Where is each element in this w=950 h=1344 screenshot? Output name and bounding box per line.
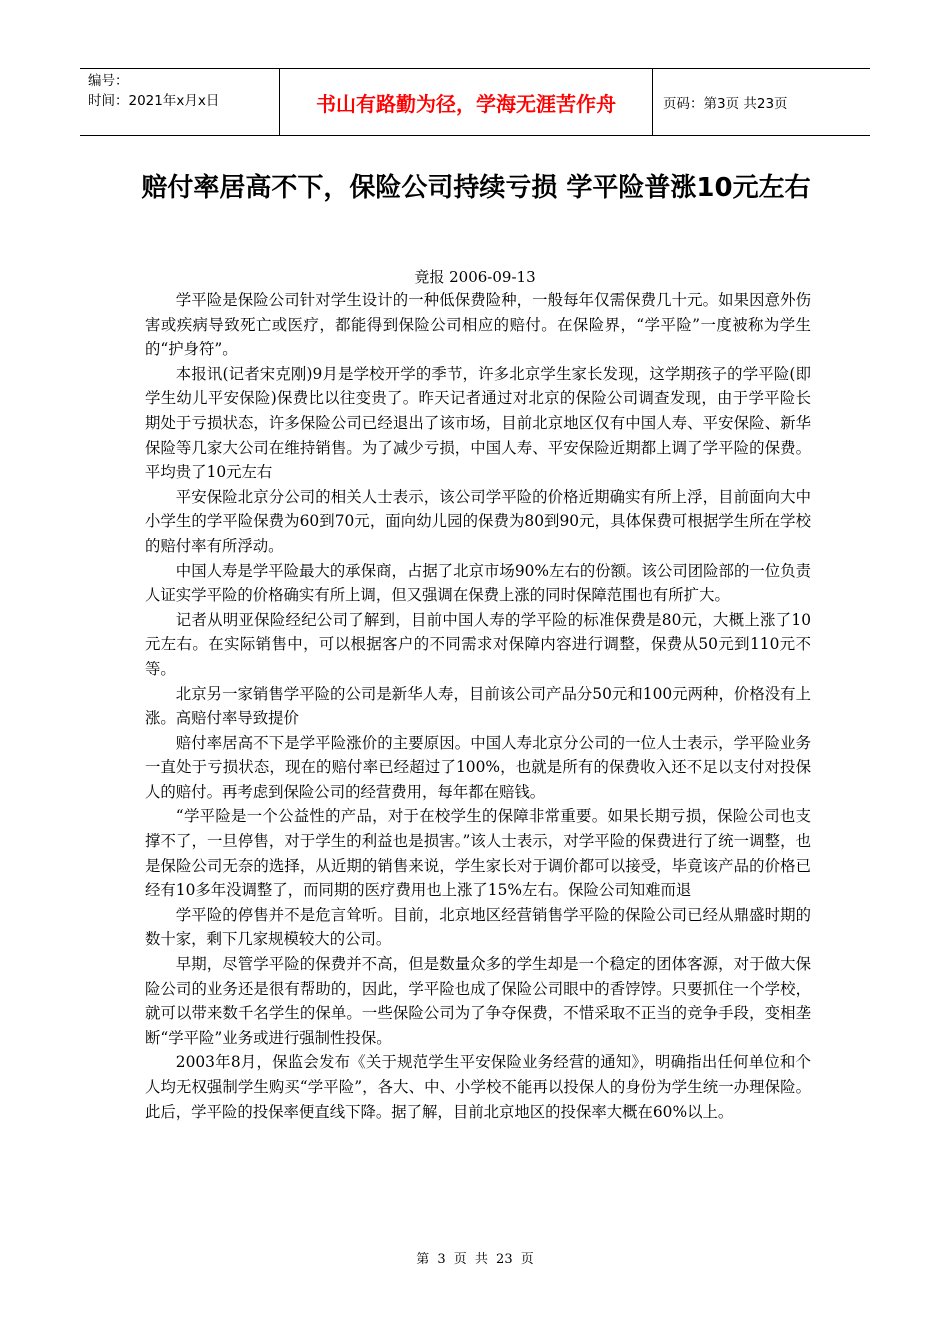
page-footer: 第 3 页 共 23 页 bbox=[416, 1252, 534, 1267]
article-paragraph: 学平险的停售并不是危言耸听。目前，北京地区经营销售学平险的保险公司已经从鼎盛时期的数十家，剩下几家规模较大的公司。 bbox=[145, 905, 811, 949]
article-paragraph: 记者从明亚保险经纪公司了解到，目前中国人寿的学平险的标准保费是80元，大概上涨了10元左右。在实际销售中，可以根据客户的不同需求对保障内容进行调整，保费从50元到110元不等。 bbox=[145, 610, 811, 678]
article-title: 赔付率居高不下，保险公司持续亏损 学平险普涨10元左右 bbox=[141, 173, 811, 203]
document-number-label: 编号： bbox=[88, 73, 129, 89]
article-byline: 竟报 2006-09-13 bbox=[414, 268, 536, 286]
article-paragraph: 学平险是保险公司针对学生设计的一种低保费险种，一般每年仅需保费几十元。如果因意外伤害或疾病导致死亡或医疗，都能得到保险公司相应的赔付。在保险界，“学平险”一度被称为学生的“护身符”。 bbox=[145, 291, 811, 359]
article-body bbox=[145, 288, 811, 1124]
article-paragraph: 早期，尽管学平险的保费并不高，但是数量众多的学生却是一个稳定的团体客源，对于做大保险公司的业务还是很有帮助的，因此，学平险也成了保险公司眼中的香饽饽。只要抓住一个学校，就可以带来数千名学生的保单。一些保险公司为了争夺保费，不惜采取不正当的竞争手段，变相垄断“学平险”业务或进行强制性投保。 bbox=[145, 955, 811, 1047]
header-motto: 书山有路勤为径，学海无涯苦作舟 bbox=[280, 69, 653, 135]
article-paragraph: 赔付率居高不下是学平险涨价的主要原因。中国人寿北京分公司的一位人士表示，学平险业务一直处于亏损状态，现在的赔付率已经超过了100%，也就是所有的保费收入还不足以支付对投保人的赔付。再考虑到保险公司的经营费用，每年都在赔钱。 bbox=[145, 733, 811, 801]
article-paragraph: 中国人寿是学平险最大的承保商，占据了北京市场90%左右的份额。该公司团险部的一位负责人证实学平险的价格确实有所上调，但又强调在保费上涨的同时保障范围也有所扩大。 bbox=[145, 561, 811, 605]
article-paragraph: “学平险是一个公益性的产品，对于在校学生的保障非常重要。如果长期亏损，保险公司也支撑不了，一旦停售，对于学生的利益也是损害。”该人士表示，对学平险的保费进行了统一调整，也是保险公司无奈的选择，从近期的销售来说，学生家长对于调价都可以接受，毕竟该产品的价格已经有10多年没调整了，而同期的医疗费用也上涨了15%左右。保险公司知难而退 bbox=[145, 807, 811, 900]
page-header-table bbox=[80, 68, 870, 136]
header-page-info: 页码：第3页 共23页 bbox=[663, 96, 788, 112]
article-paragraph: 2003年8月，保监会发布《关于规范学生平安保险业务经营的通知》，明确指出任何单位和个人均无权强制学生购买“学平险”，各大、中、小学校不能再以投保人的身份为学生统一办理保险。此后，学平险的投保率便直线下降。据了解，目前北京地区的投保率大概在60%以上。 bbox=[145, 1053, 811, 1121]
article-paragraph: 北京另一家销售学平险的公司是新华人寿，目前该公司产品分50元和100元两种，价格没有上涨。高赔付率导致提价 bbox=[145, 684, 811, 728]
header-meta-cell bbox=[80, 69, 280, 135]
document-date-label: 时间：2021年x月x日 bbox=[88, 93, 220, 109]
article-paragraph: 平安保险北京分公司的相关人士表示，该公司学平险的价格近期确实有所上浮，目前面向大中小学生的学平险保费为60到70元，面向幼儿园的保费为80到90元，具体保费可根据学生所在学校的赔付率有所浮动。 bbox=[145, 487, 811, 555]
article-paragraph: 本报讯(记者宋克刚)9月是学校开学的季节，许多北京学生家长发现，这学期孩子的学平险(即学生幼儿平安保险)保费比以往变贵了。昨天记者通过对北京的保险公司调查发现，由于学平险长期处于亏损状态，许多保险公司已经退出了该市场，目前北京地区仅有中国人寿、平安保险、新华保险等几家大公司在维持销售。为了减少亏损，中国人寿、平安保险近期都上调了学平险的保费。平均贵了10元左右 bbox=[145, 364, 811, 482]
